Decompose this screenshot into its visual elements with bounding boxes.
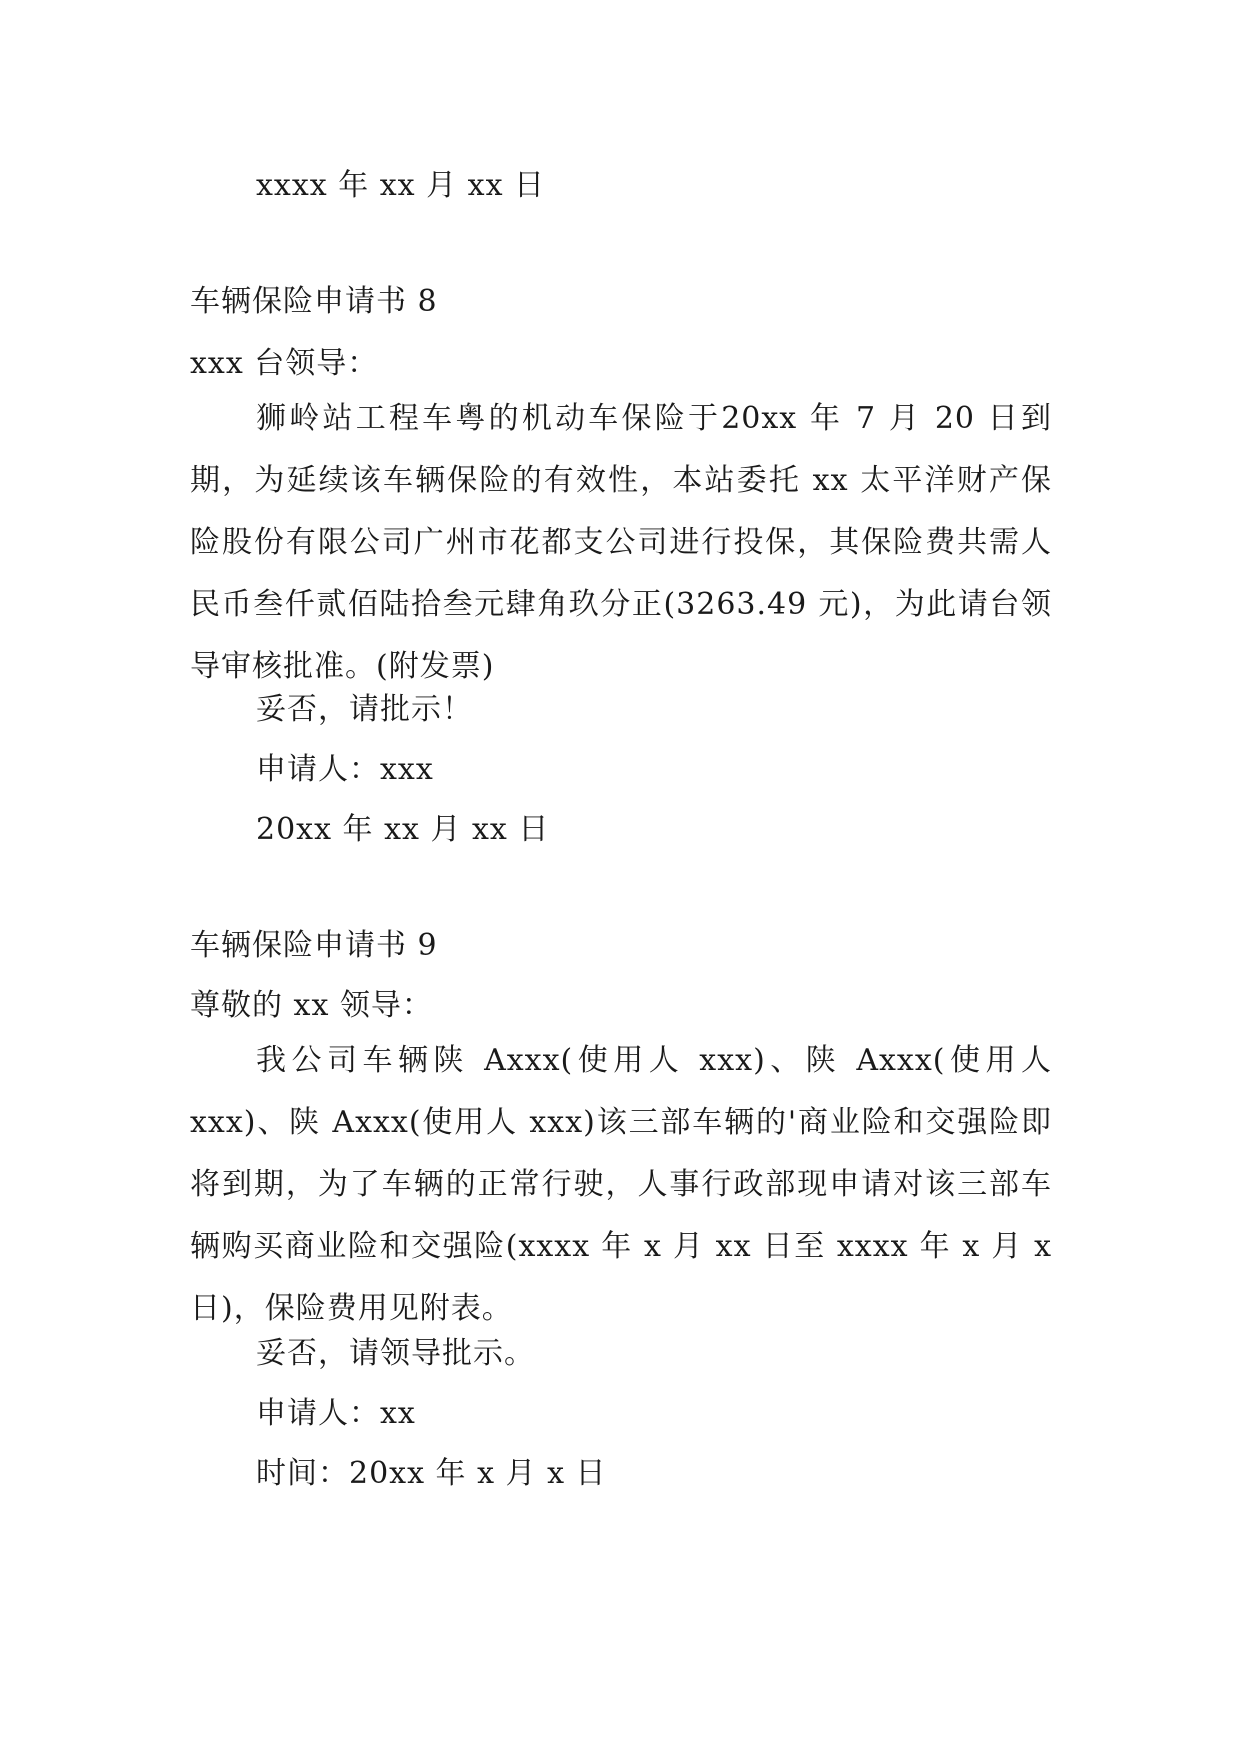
- letter-9-salutation: 尊敬的 xx 领导：: [190, 988, 433, 1023]
- letter-8-closing: 妥否，请批示！: [256, 692, 473, 727]
- letter-9-body: 我公司车辆陕 Axxx(使用人 xxx)、陕 Axxx(使用人 xxx)、陕 Axxx(使用人 xxx)该三部车辆的'商业险和交强险即将到期，为了车辆的正常行驶，人事行政部现申请对该三部车辆购买商业险和交强险(xxxx 年 x 月 xx 日至 xxxx 年 x 月 x 日)，保险费用见附表。: [190, 1043, 1052, 1326]
- letter-9-closing: 妥否，请领导批示。: [256, 1336, 535, 1371]
- letter-8-applicant: 申请人：xxx: [256, 752, 434, 787]
- previous-letter-date: xxxx 年 xx 月 xx 日: [256, 168, 546, 203]
- letter-8-salutation: xxx 台领导：: [190, 346, 379, 381]
- letter-9-applicant: 申请人：xx: [256, 1396, 416, 1431]
- letter-8-date: 20xx 年 xx 月 xx 日: [256, 812, 550, 847]
- letter-8-body: 狮岭站工程车粤的机动车保险于20xx 年 7 月 20 日到期，为延续该车辆保险的有效性，本站委托 xx 太平洋财产保险股份有限公司广州市花都支公司进行投保，其保险费共需人民币叁仟贰佰陆拾叁元肆角玖分正(3263.49 元)，为此请台领导审核批准。(附发票): [190, 401, 1052, 684]
- letter-8-title: 车辆保险申请书 8: [190, 284, 438, 319]
- letter-9-date: 时间：20xx 年 x 月 x 日: [256, 1456, 607, 1491]
- letter-9-title: 车辆保险申请书 9: [190, 928, 438, 963]
